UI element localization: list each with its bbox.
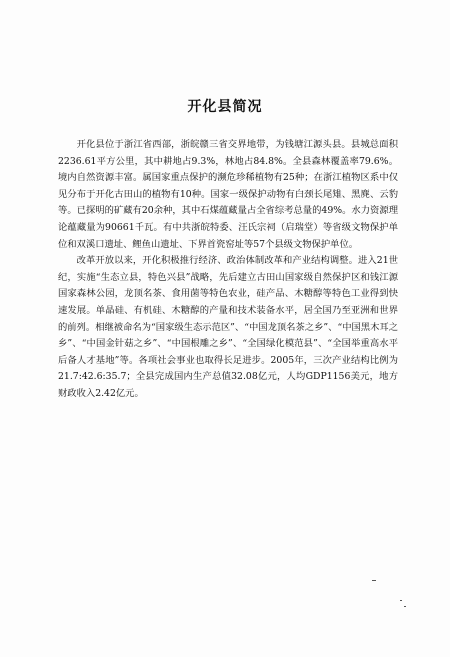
body-text <box>58 137 398 403</box>
paragraph-reform: 改革开放以来，开化积极推行经济、政治体制改革和产业结构调整。进入21世纪，实施“生态立县，特色兴县”战略，先后建立古田山国家级自然保护区和钱江源国家森林公园，龙顶名茶、食用菌等特色农业，硅产品、木糖醇等特色工业得到快速发展。单晶硅、有机硅、木糖醇的产量和技术装备水平，居全国乃至亚洲和世界的前列。相继被命名为“国家级生态示范区”、“中国龙顶名茶之乡”、“中国黑木耳之乡”、“中国金针菇之乡”、“中国根雕之乡”、“全国绿化模范县”、“全国举重高水平后备人才基地”等。各项社会事业也取得长足进步。2005年，三次产业结构比例为21.7:42.6:35.7；全县完成国内生产总值32.08亿元，人均GDP1156美元，地方财政收入2.42亿元。 <box>58 255 398 399</box>
paragraph-overview: 开化县位于浙江省西部，浙皖赣三省交界地带，为钱塘江源头县。县城总面积2236.61平方公里，其中耕地占9.3%，林地占84.8%。全县森林覆盖率79.6%。境内自然资源丰富。属国家重点保护的濒危珍稀植物有25种；在浙江植物区系中仅见分布于开化古田山的植物有10种。国家一级保护动物有白颈长尾雉、黑麂、云豹等。已探明的矿藏有20余种，其中石煤蕴藏量占全省综考总量的49%。水力资源理论蕴藏量为90661千瓦。有中共浙皖特委、汪氏宗祠（启瑞堂）等省级文物保护单位和双溪口遗址、鲤鱼山遗址、下界首瓷窑址等57个县级文物保护单位。 <box>58 139 398 250</box>
scan-speck <box>372 580 376 581</box>
scan-speck <box>404 606 406 607</box>
scan-speck <box>400 600 402 601</box>
page-title: 开化县简况 <box>187 99 263 115</box>
